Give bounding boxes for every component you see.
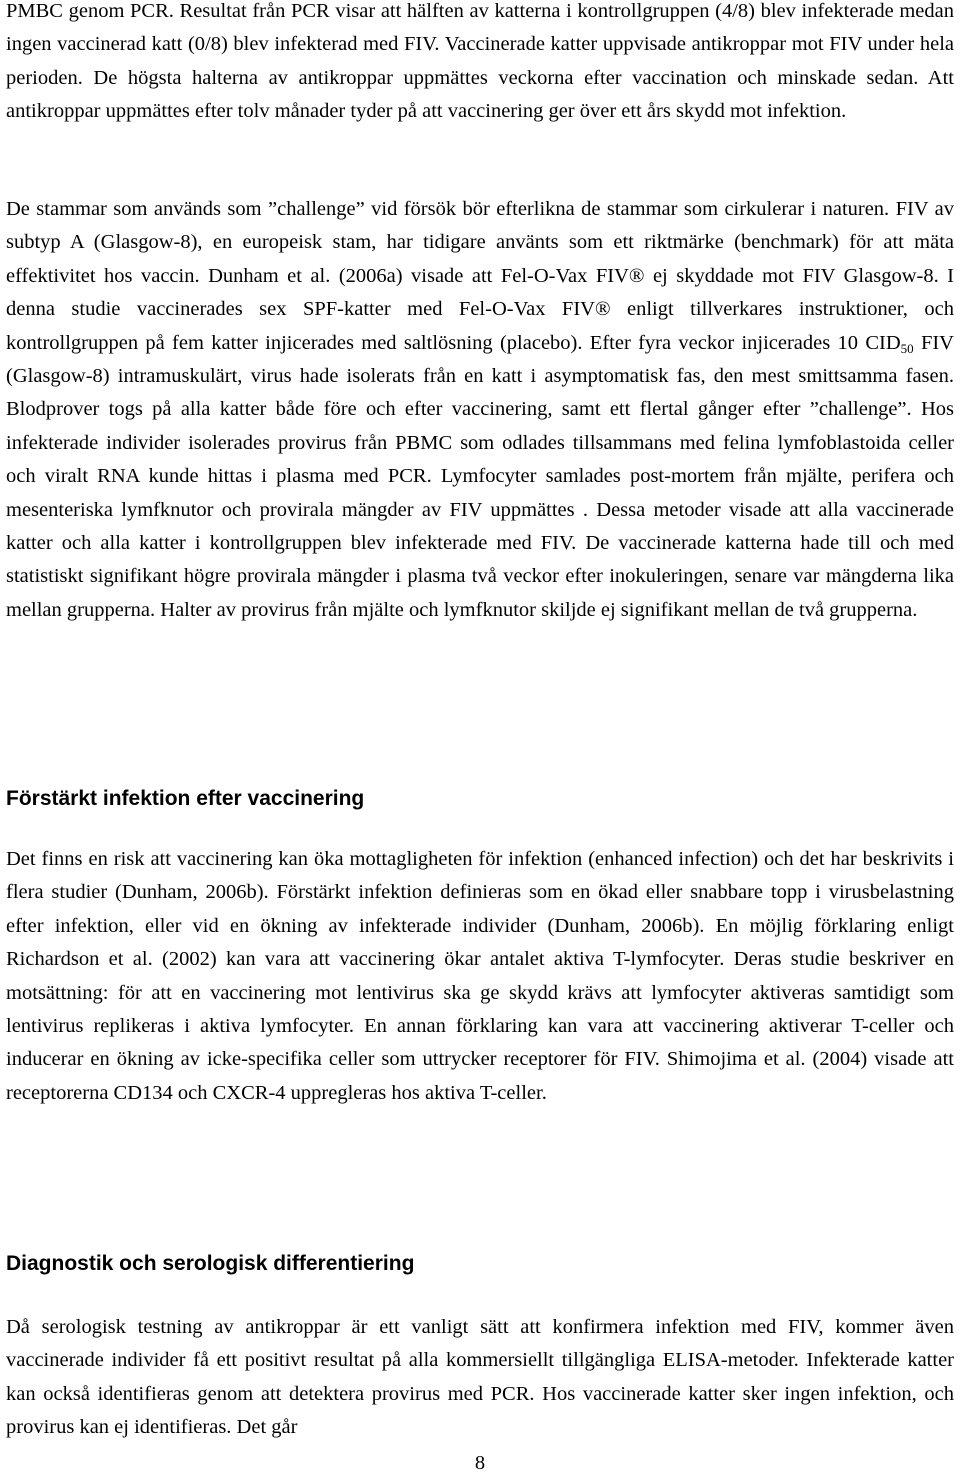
paragraph-challenge-strains xyxy=(6,193,954,627)
cid-subscript: 50 xyxy=(900,340,914,356)
paragraph-diagnostics: Då serologisk testning av antikroppar är ett vanligt sätt att konfirmera infektion med FIV, kommer även vaccinerade individer få ett positivt resultat på alla kommersiellt tillgängliga ELISA-metoder. Infekterade katter kan också identifieras genom att detektera provirus med PCR. Hos vaccinerade katter sker ingen infektion, och provirus kan ej identifieras. Det går xyxy=(6,1316,954,1439)
heading-enhanced-infection: Förstärkt infektion efter vaccinering xyxy=(6,787,365,810)
paragraph-enhanced-infection: Det finns en risk att vaccinering kan öka mottagligheten för infektion (enhanced infection) och det har beskrivits i flera studier (Dunham, 2006b). Förstärkt infektion definieras som en ökad eller snabbare topp i virusbelastning efter infektion, eller vid en ökning av infekterade individer (Dunham, 2006b). En möjlig förklaring enligt Richardson et al. (2002) kan vara att vaccinering ökar antalet aktiva T-lymfocyter. Deras studie beskriver en motsättning: för att en vaccinering mot lentivirus ska ge skydd krävs att lymfocyter aktiveras samtidigt som lentivirus replikeras i aktiva lymfocyter. En annan förklaring kan vara att vaccinering aktiverar T-celler och inducerar en ökning av icke-specifika celler som uttrycker receptorer för FIV. Shimojima et al. (2004) visade att receptorerna CD134 och CXCR-4 uppregleras hos aktiva T-celler. xyxy=(6,848,954,1104)
paragraph-vaccine-results: PMBC genom PCR. Resultat från PCR visar att hälften av katterna i kontrollgruppen (4/8) blev infekterade medan ingen vaccinerad katt (0/8) blev infekterad med FIV. Vaccinerade katter uppvisade antikroppar mot FIV under hela perioden. De högsta halterna av antikroppar uppmättes veckorna efter vaccination och minskade sedan. Att antikroppar uppmättes efter tolv månader tyder på att vaccinering ger över ett års skydd mot infektion. xyxy=(6,0,954,123)
paragraph-challenge-strains-part1: De stammar som används som ”challenge” vid försök bör efterlikna de stammar som cirkulerar i naturen. FIV av subtyp A (Glasgow-8), en europeisk stam, har tidigare använts som ett riktmärke (benchmark) för att mäta effektivitet hos vaccin. Dunham et al. (2006a) visade att Fel-O-Vax FIV® ej skyddade mot FIV Glasgow-8. I denna studie vaccinerades sex SPF-katter med Fel-O-Vax FIV® enligt tillverkares instruktioner, och kontrollgruppen på fem katter injicerades med saltlösning (placebo). Efter fyra veckor injicerades 10 CID xyxy=(6,198,954,354)
paragraph-challenge-strains-part2: FIV (Glasgow-8) intramuskulärt, virus hade isolerats från en katt i asymptomatisk fas, den mest smittsamma fasen. Blodprover togs på alla katter både före och efter vaccinering, samt ett flertal gånger efter ”challenge”. Hos infekterade individer isolerades provirus från PBMC som odlades tillsammans med felina lymfoblastoida celler och viralt RNA kunde hittas i plasma med PCR. Lymfocyter samlades post-mortem från mjälte, perifera och mesenteriska lymfknutor och provirala mängder av FIV uppmättes . Dessa metoder visade att alla vaccinerade katter och alla katter i kontrollgruppen blev infekterade med FIV. De vaccinerade katterna hade till och med statistiskt signifikant högre provirala mängder i plasma två veckor efter inokuleringen, senare var mängderna lika mellan grupperna. Halter av provirus från mjälte och lymfknutor skiljde ej signifikant mellan de två grupperna. xyxy=(6,331,954,621)
heading-diagnostics: Diagnostik och serologisk differentiering xyxy=(6,1252,415,1275)
page-number: 8 xyxy=(474,1452,486,1474)
